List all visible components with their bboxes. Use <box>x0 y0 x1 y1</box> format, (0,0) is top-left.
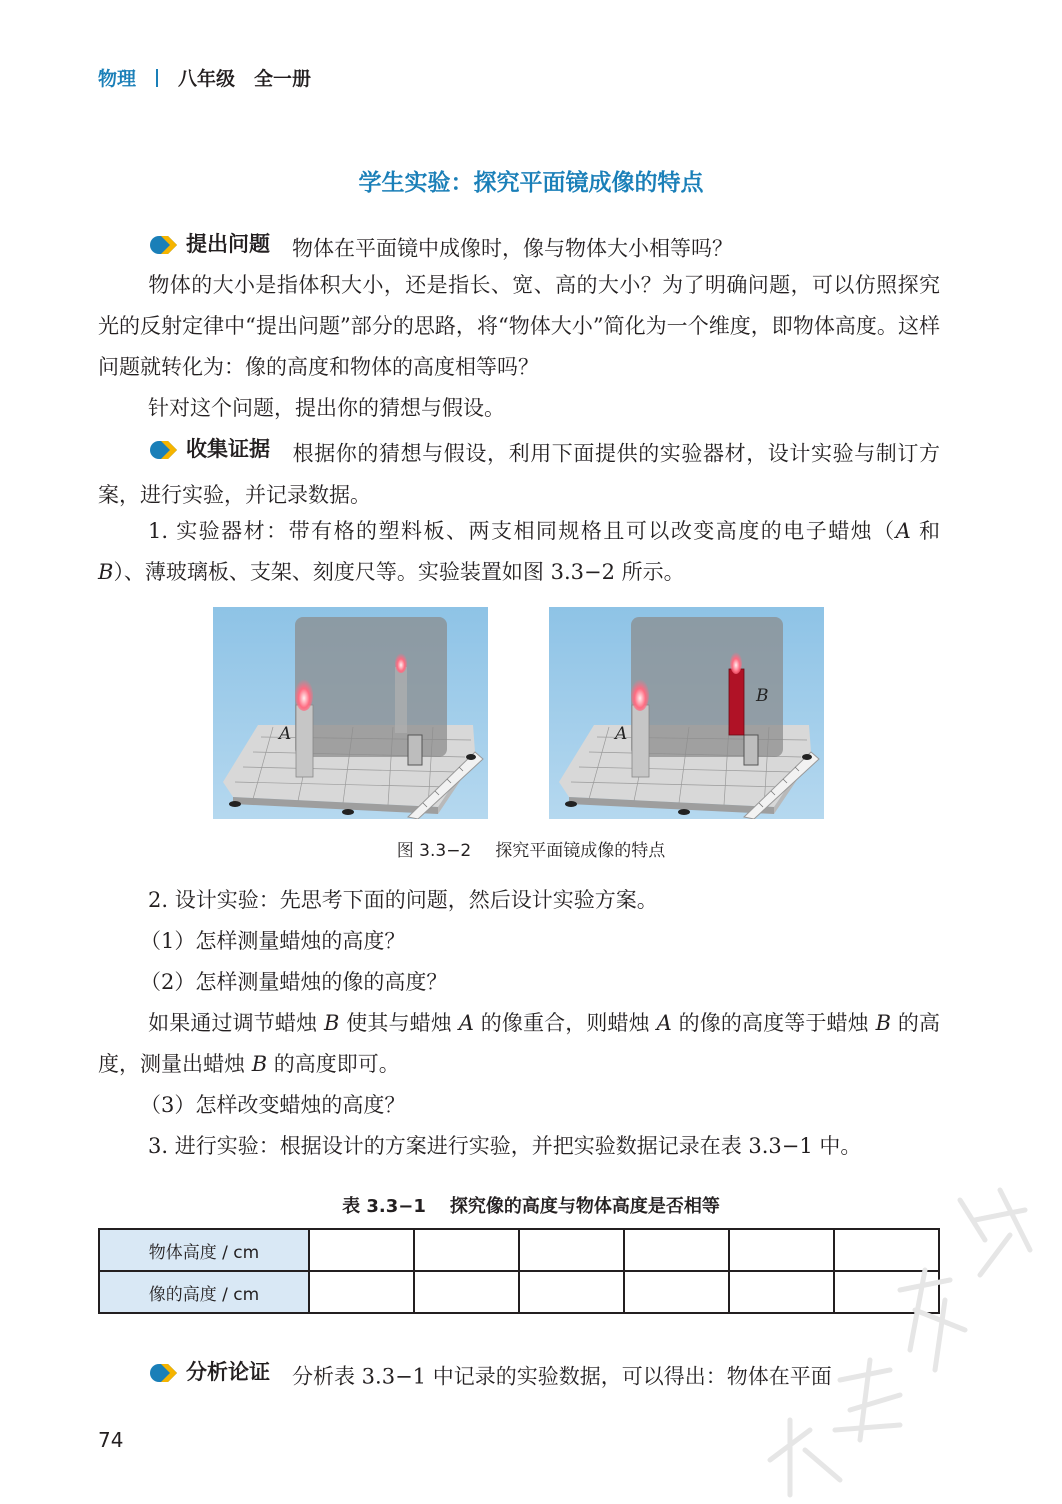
row-header-image-height: 像的高度 / cm <box>99 1271 309 1313</box>
page-title: 学生实验：探究平面镜成像的特点 <box>358 170 704 196</box>
play-arrow-icon <box>148 234 178 256</box>
table-cell <box>519 1271 624 1313</box>
section-tag: 提出问题 <box>148 224 270 265</box>
paragraph-conduct: 3. 进行实验：根据设计的方案进行实验，并把实验数据记录在表 3.3−1 中。 <box>148 1134 862 1158</box>
paragraph: 针对这个问题，提出你的猜想与假设。 <box>148 396 505 420</box>
header-grade: 八年级 全一册 <box>178 68 312 90</box>
table-cell <box>519 1229 624 1271</box>
section-propose-question: 提出问题 物体在平面镜中成像时，像与物体大小相等吗？ <box>98 224 940 270</box>
section-tag: 收集证据 <box>148 429 270 470</box>
page-number: 74 <box>98 1428 124 1452</box>
table-cell <box>309 1229 414 1271</box>
question-2: （2）怎样测量蜡烛的像的高度？ <box>140 970 448 994</box>
paragraph-method: 如果通过调节蜡烛 B 使其与蜡烛 A 的像重合，则蜡烛 A 的像的高度等于蜡烛 B 的高度，测量出蜡烛 B 的高度即可。 <box>98 1011 940 1076</box>
section-collect-evidence: 收集证据 根据你的猜想与假设，利用下面提供的实验器材，设计实验与制订方案，进行实验，并记录数据。 <box>98 429 940 516</box>
paragraph-equipment: 1. 实验器材：带有格的塑料板、两支相同规格且可以改变高度的电子蜡烛（A 和 B）、薄玻璃板、支架、刻度尺等。实验装置如图 3.3−2 所示。 <box>98 519 940 584</box>
paragraph: 物体的大小是指体积大小，还是指长、宽、高的大小？为了明确问题，可以仿照探究光的反射定律中“提出问题”部分的思路，将“物体大小”简化为一个维度，即物体高度。这样问题就转化为：像的高度和物体的高度相等吗？ <box>98 273 940 379</box>
running-header <box>98 64 311 91</box>
table-cell <box>624 1271 729 1313</box>
figure-apparatus-right <box>549 607 824 819</box>
section-tag: 分析论证 <box>148 1352 270 1393</box>
header-subject: 物理 <box>98 68 137 90</box>
figure-apparatus-left <box>213 607 488 819</box>
label-candle-b: B <box>756 686 769 706</box>
header-divider <box>156 69 158 87</box>
publisher-watermark <box>750 1180 1050 1500</box>
section-analysis: 分析论证 分析表 3.3−1 中记录的实验数据，可以得出：物体在平面 <box>98 1352 940 1398</box>
label-candle-a: A <box>279 724 292 744</box>
table-cell <box>414 1271 519 1313</box>
table-title: 表 3.3−1 探究像的高度与物体高度是否相等 <box>342 1196 720 1217</box>
table-cell <box>414 1229 519 1271</box>
paragraph-design: 2. 设计实验：先思考下面的问题，然后设计实验方案。 <box>148 888 658 912</box>
table-cell <box>624 1229 729 1271</box>
label-candle-a: A <box>615 724 628 744</box>
play-arrow-icon <box>148 439 178 461</box>
play-arrow-icon <box>148 1362 178 1384</box>
table-cell <box>309 1271 414 1313</box>
row-header-object-height: 物体高度 / cm <box>99 1229 309 1271</box>
figure-caption: 图 3.3−2 探究平面镜成像的特点 <box>396 841 666 861</box>
question-3: （3）怎样改变蜡烛的高度？ <box>140 1093 406 1117</box>
question-1: （1）怎样测量蜡烛的高度？ <box>140 929 406 953</box>
